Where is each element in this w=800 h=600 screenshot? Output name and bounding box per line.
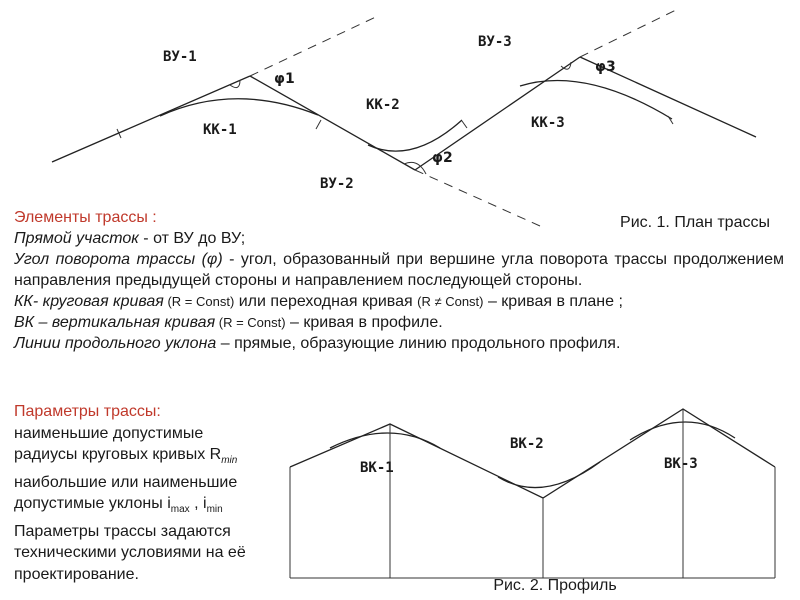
label-vk3: ВК-3 (664, 456, 698, 472)
label-kk3: КК-3 (531, 115, 565, 131)
tick (462, 121, 467, 128)
element-line-4: ВК – вертикальная кривая (R = Const) – кривая в профиле. (14, 314, 443, 331)
label-vk2: ВК-2 (510, 436, 544, 452)
curve-vk1 (330, 433, 440, 448)
params-line-5: Параметры трассы задаются (14, 522, 231, 540)
label-kk2: КК-2 (366, 97, 400, 113)
profile-tangent-lines (290, 409, 775, 498)
figure1-caption: Рис. 1. План трассы (620, 214, 770, 231)
tick (668, 116, 673, 124)
figure2-caption: Рис. 2. Профиль (493, 577, 617, 594)
params-line-7: проектирование. (14, 565, 139, 583)
element-line-5: Линии продольного уклона – прямые, образующие линию продольного профиля. (14, 335, 621, 352)
curve-kk3 (520, 81, 672, 119)
label-phi3: φ3 (595, 59, 616, 75)
label-vu3: ВУ-3 (478, 34, 512, 50)
params-line-3: наибольшие или наименьшие (14, 473, 238, 491)
label-phi2: φ2 (432, 150, 453, 166)
curve-vk2 (498, 462, 600, 488)
angle-arc-phi3 (561, 62, 571, 69)
elements-block (14, 207, 784, 354)
tangent-line-2 (250, 76, 415, 170)
params-block (14, 401, 304, 585)
tick (316, 120, 321, 129)
params-line-6: техническими условиями на её (14, 544, 246, 561)
element-line-3: КК- круговая кривая (R = Const) или переходная кривая (R ≠ Const) – кривая в плане ; (14, 293, 623, 310)
tangent-line-1 (52, 76, 250, 162)
label-vu1: ВУ-1 (163, 49, 197, 65)
curve-kk2 (368, 120, 462, 151)
params-line-4: допустимые уклоны $i_{max}$ , $i_{min}$ (14, 495, 223, 515)
label-phi1: φ1 (274, 71, 295, 87)
extension-dashed-1 (250, 15, 380, 76)
extension-dashed-3 (580, 8, 680, 57)
label-vk1: ВК-1 (360, 460, 394, 476)
elements-heading: Элементы трассы : (14, 209, 157, 226)
params-line-2: радиусы круговых кривых $R_{min}$ (14, 446, 238, 466)
params-line-1: наименьшие допустимые (14, 424, 204, 442)
label-kk1: КК-1 (203, 122, 237, 138)
element-line-2: Угол поворота трассы (φ) - угол, образованный при вершине угла поворота трассы продолжением направления предыдущей стороны и направлением последующей стороны. (14, 251, 784, 289)
params-heading: Параметры трассы: (14, 403, 161, 420)
element-line-1: Прямой участок - от ВУ до ВУ; (14, 230, 246, 247)
label-vu2: ВУ-2 (320, 176, 354, 192)
